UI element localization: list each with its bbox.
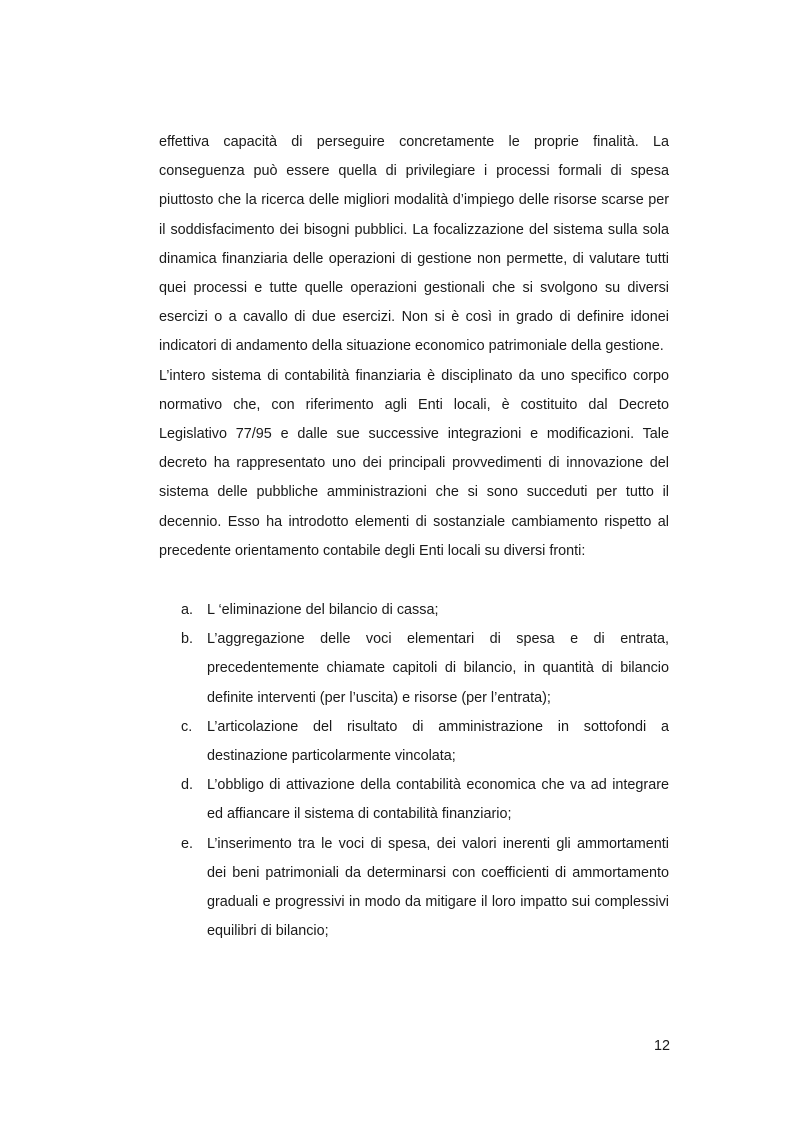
list-marker: e. [181, 835, 194, 852]
list-marker: a. [181, 602, 194, 619]
list-item-text: L’inserimento tra le voci di spesa, dei valori inerenti gli ammortamenti dei beni patrimoniali da determinarsi con coefficienti di ammortamento graduali e progressivi in modo da mitigare il loro impatto sui complessivi equilibri di bilancio; [207, 835, 669, 940]
list-item [159, 596, 669, 625]
page-number: 12 [653, 1038, 670, 1054]
paragraph: L’intero sistema di contabilità finanziaria è disciplinato da uno specifico corpo normativo che, con riferimento agli Enti locali, è costituito dal Decreto Legislativo 77/95 e dalle sue successive integrazioni e modificazioni. Tale decreto ha rappresentato uno dei principali provvedimenti di innovazione del sistema delle pubbliche amministrazioni che si sono succeduti per tutto il decennio. Esso ha introdotto elementi di sostanziale cambiamento rispetto al precedente orientamento contabile degli Enti locali su diversi fronti: [159, 367, 669, 559]
list-item [159, 830, 669, 947]
paragraph: effettiva capacità di perseguire concretamente le proprie finalità. La conseguenza può essere quella di privilegiare i processi formali di spesa piuttosto che la ricerca delle migliori modalità d’impiego delle risorse scarse per il soddisfacimento dei bisogni pubblici. La focalizzazione del sistema sulla sola dinamica finanziaria delle operazioni di gestione non permette, di valutare tutti quei processi e tutte quelle operazioni gestionali che si svolgono su diversi esercizi o a cavallo di due esercizi. Non si è così in grado di definire idonei indicatori di andamento della situazione economico patrimoniale della gestione. [159, 134, 669, 355]
list-item-text: L’obbligo di attivazione della contabilità economica che va ad integrare ed affiancare il sistema di contabilità finanziario; [207, 777, 669, 823]
list-item-text: L ‘eliminazione del bilancio di cassa; [207, 602, 439, 619]
list-marker: d. [181, 777, 194, 794]
list-item [159, 771, 669, 829]
list-item [159, 713, 669, 771]
body-text [159, 128, 669, 946]
innovation-list [159, 596, 669, 946]
list-marker: c. [181, 718, 193, 735]
list-item-text: L’aggregazione delle voci elementari di spesa e di entrata, precedentemente chiamate capitoli di bilancio, in quantità di bilancio definite interventi (per l’uscita) e risorse (per l’entrata); [207, 631, 669, 706]
list-item [159, 625, 669, 713]
list-item-text: L’articolazione del risultato di amministrazione in sottofondi a destinazione particolarmente vincolata; [207, 718, 669, 765]
list-marker: b. [181, 631, 194, 648]
